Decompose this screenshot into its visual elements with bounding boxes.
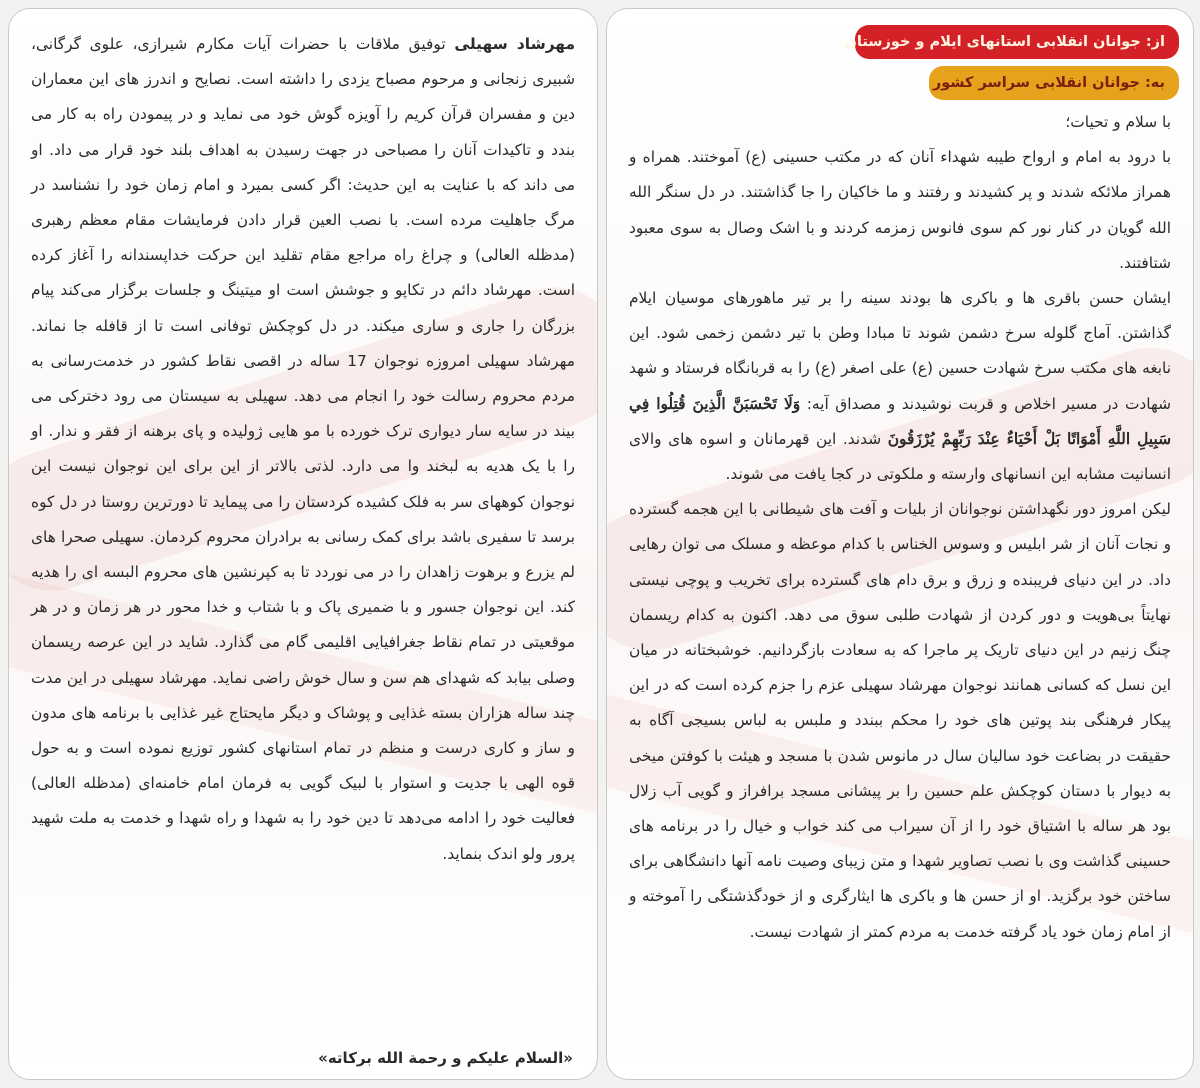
to-badge: به: جوانان انقلابی سراسر کشور bbox=[929, 66, 1179, 100]
paragraph: شدند. این قهرمانان و اسوه های والای انسانیت مشابه این انسانهای وارسته و ملکوتی در کجا یافت می شوند. bbox=[629, 429, 1171, 484]
from-badge: از: جوانان انقلابی استانهای ایلام و خوزستان bbox=[855, 25, 1179, 59]
subject-name: مهرشاد سهیلی bbox=[454, 35, 575, 53]
quran-verse: وَلَا تَحْسَبَنَّ الَّذِينَ قُتِلُوا فِي سَبِيلِ اللَّهِ أَمْوَاتًا بَلْ أَحْيَاءٌ عِنْدَ رَبِّهِمْ يُرْزَقُونَ bbox=[629, 394, 1171, 448]
paragraph: ایشان حسن باقری ها و باکری ها بودند سینه را بر تیر ماهورهای موسیان ایلام گذاشتن. آماج گلوله سرخ دشمن شوند تا مبادا وطن با تیر دشمن زخمی شود. این نابغه های مکتب سرخ شهادت حسین (ع) علی اصغر (ع) را به قربانگاه فرستاد و شهد شهادت در مسیر اخلاص و قربت نوشیدند و مصداق آیه: bbox=[629, 289, 1171, 413]
paragraph: لیکن امروز دور نگهداشتن نوجوانان از بلیات و آفت های شیطانی با این هجمه گسترده و نجات آنان از شر ابلیس و وسوس الخناس با کدام موعظه و مسلک می توان رهایی داد. در این دنیای فریبنده و زرق و برق دام های گسترده برای تخریب و پوچی نیستی نهایتاً بی‌هویت و دور کردن از شهادت طلبی سوق می دهد. اکنون به کدام ریسمان چنگ زنیم در این دنیای تاریک پر ماجرا که به سعادت بازگردانیم. خوشبختانه در میان این نسل که کسانی همانند نوجوان مهرشاد سهیلی عزم را جزم کرده است که در این پیکار فرهنگی بند پوتین های خود را محکم ببندد و ملبس به لباس بسیجی آگاه به حقیقت در بضاعت خود سالیان سال در مانوس شدن با مسجد و هیئت با کوفتن میخی به دیوار با دستان کوچکش علم حسین را بر پیشانی مسجد برافراز و گویی آب زلال بود هر ساله با اشتیاق خود را از آن سیراب می کند خواب و خیال را در برنامه های حسینی گذاشت وی با نصب تصاویر شهدا و متن زیبای وصیت نامه آنها دانشگاهی برای ساختن خود برگزید. او از حسن ها و باکری ها ایثارگری و از خودگذشتگی را آموخته و از امام زمان خود یاد گرفته خدمت به مردم کمتر از شهادت نیست. bbox=[629, 500, 1171, 941]
paragraph: با درود به امام و ارواح طیبه شهداء آنان که در مکتب حسینی (ع) آموختند. همراه و همراز ملائکه شدند و پر کشیدند و رفتند و ما خاکیان را جا گذاشتند. در دل سنگر الله الله گویان در کنار نور کم سوی فانوس زمزمه کردند و با اشک وصال به سوی معبود شتافتند. bbox=[629, 148, 1171, 272]
greeting: با سلام و تحیات؛ bbox=[1065, 113, 1171, 131]
right-column-panel bbox=[606, 8, 1194, 1080]
closing-salutation: «السلام علیکم و رحمة الله برکاته» bbox=[318, 1049, 573, 1067]
left-paragraph: توفیق ملاقات با حضرات آیات مکارم شیرازی، علوی گرگانی، شبیری زنجانی و مرحوم مصباح یزدی را داشته است. نصایح و اندرز های این معماران دین و مفسران قرآن کریم را آویزه گوش خود می نماید و در پیمودن راه به کار می بندد و تاکیدات آنان را مصباحی در جهت رسیدن به اهداف بلند خود قرار می داد. او می داند که با عنایت به این حدیث: اگر کسی بمیرد و امام زمان خود را نشناسد در مرگ جاهلیت مرده است. با نصب العین قرار دادن فرمایشات مقام معظم رهبری (مدظله العالی) و چراغ راه مراجع مقام تقلید این حرکت خداپسندانه را آغاز کرده است. مهرشاد دائم در تکاپو و جوشش است او میتینگ و جلسات برگزار می‌کند پیام بزرگان را جاری و ساری میکند. در دل کوچکش توفانی است تا از قافله جا نماند. مهرشاد سهیلی امروزه نوجوان 17 ساله در اقصی نقاط کشور در خدمت‌رسانی به مردم محروم رسالت خود را انجام می دهد. سهیلی به سیستان می رود دخترکی می بیند در سایه سار دیواری ترک خورده با مو هایی ژولیده و پای برهنه از فقر و ندار. او را با یک هدیه به لبخند وا می دارد. لذتی بالاتر از این برای این نوجوان نیست این نوجوان کوههای سر به فلک کشیده کردستان را می پیماید تا دورترین روستا در دل کوه برسد تا سفیری باشد برای کمک رسانی به برادران محروم کردمان. سهیلی صحرا های لم یزرع و برهوت زاهدان را در می نوردد تا به کپرنشین های محروم البسه ای را هدیه کند. این نوجوان جسور و با ضمیری پاک و با شتاب و خدا محور در هر زمان و در هر موقعیتی در تمام نقاط جغرافیایی اقلیمی گام می گذارد. شاید در این عرصه ریسمان وصلی بیابد که شهدای هم سن و سال خوش راضی نماید. مهرشاد سهیلی در این مدت چند ساله هزاران بسته غذایی و پوشاک و دیگر مایحتاج غیر غذایی با برنامه های مدون و ساز و کاری درست و منظم در تمام استانهای کشور توزیع نموده است و به حول قوه الهی با جدیت و استوار با لبیک گویی به فرمان امام خامنه‌ای (مدظله العالی) فعالیت خود را ادامه می‌دهد تا دین خود را به شهدا و راه شهدا و خدمت به ملت شهید پرور ولو اندک بنماید. bbox=[31, 35, 575, 863]
left-column-panel bbox=[8, 8, 598, 1080]
left-column-text bbox=[31, 27, 575, 872]
right-column-text bbox=[629, 105, 1171, 950]
